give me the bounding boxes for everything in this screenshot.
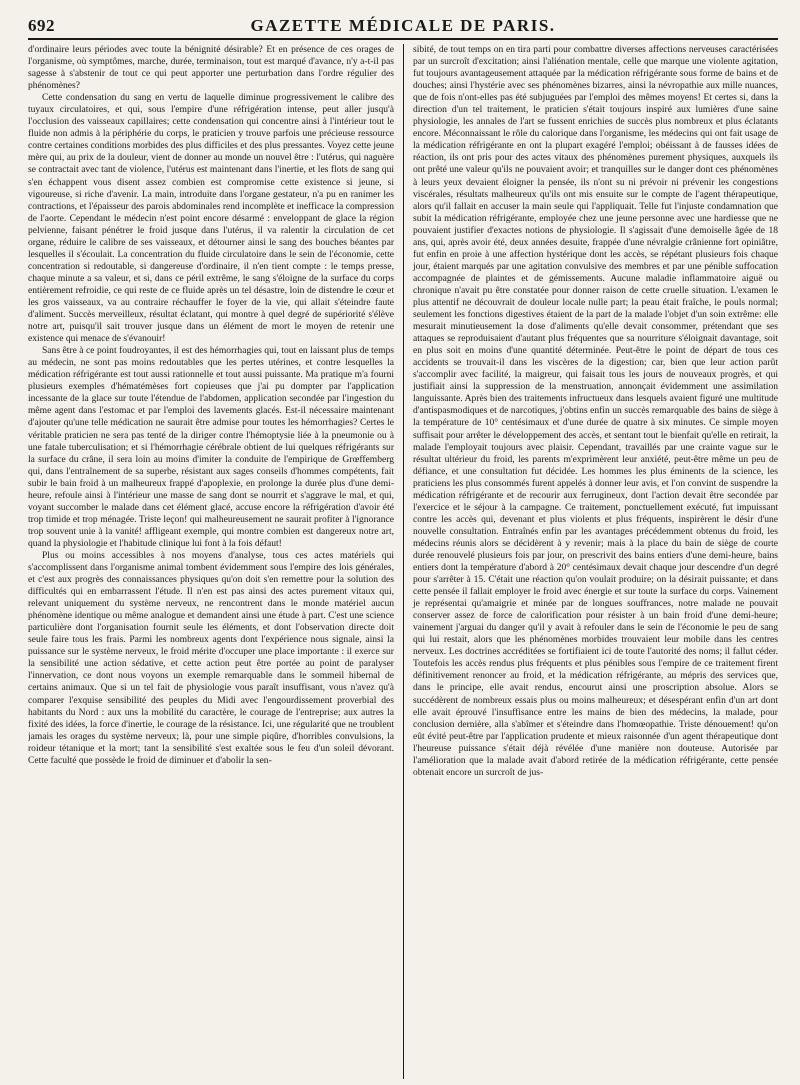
- left-column: [28, 44, 403, 1079]
- right-column: [403, 44, 778, 1079]
- paragraph: sibité, de tout temps on en tira parti pour combattre diverses affections nerveuses caractérisées par un surcroît d'excitation; ainsi l'aliénation mentale, celle que marque une violente agitation, fut toujours avantageusement attaquée par la médication réfrigérante sous forme de bains et de douches; ainsi l'hystérie avec ses phénomènes bizarres, ainsi la névropathie aux mille nuances, que de fois n'ont-elles pas été subjuguées par l'emploi des mêmes moyens! Et certes si, dans la direction d'un tel traitement, le praticien s'était toujours inspiré aux lumières d'une saine physiologie, les annales de l'art se fussent enrichies de succès plus nombreux et plus éclatants encore. Méconnaissant le rôle du calorique dans l'organisme, les médecins qui ont fait usage de la médication réfrigérante en ont la plupart exagéré l'emploi; obéissant à de fausses idées de réaction, ils ont pris pour des actes vitaux des phénomènes purement physiques, auxquels ils ont prêté une valeur qu'ils ne pouvaient avoir; et tranquilles sur le danger dont ces phénomènes à leurs yeux devaient éloigner la pensée, ils n'ont su ni prévoir ni prévenir les congestions viscérales, résultats malheureux qu'ils ont mis ensuite sur le compte de l'agent thérapeutique, alors qu'il fallait en accuser la main seule qui l'appliquait. Telle fut l'injuste condamnation que subit la médication réfrigérante, employée chez une jeune personne avec une hardiesse que ne pouvaient justifier d'exactes notions de physiologie. Il s'agissait d'une demoiselle âgée de 18 ans, qui, après avoir été, deux années desuite, frappée d'une névralgie crânienne fort opiniâtre, fut enfin en proie à une affection hystérique dont les accès, se répétant plusieurs fois chaque jour, étaient marqués par une agitation convulsive des membres et par une pénible suffocation accompagnée de plaintes et de gémissements. Aucune maladie inflammatoire aiguë ou chronique n'avait pu être constatée pour donner raison de cette cruelle situation. L'examen le plus attentif ne découvrait de douleur locale nulle part; la peau était fraîche, le pouls normal; seulement les fonctions digestives étaient de la part de la malade l'objet d'un soin extrême: elle mesurait minutieusement la dose d'aliments qu'elle devait consommer, prétendant que ses attaques se reproduisaient d'autant plus fréquentes que sa nourriture s'éloignait davantage, soit en plus soit en moins d'une quantité déterminée. Peut-être le point de départ de tous ces accidents se trouvait-il dans les viscères de la digestion; car, bien que leur action parût s'accomplir avec facilité, la maigreur, qui faisait tous les jours de nouveaux progrès, et qui justifiait ainsi la suppression de la menstruation, annonçait évidemment une assimilation languissante. Après bien des traitements infructueux dans lesquels avaient figuré une multitude d'antispasmodiques et de narcotiques, j'obtins enfin un succès remarquable des bains de siège à la température de 10° centésimaux et d'une durée de quatre à six minutes. Ce simple moyen suffisait pour arrêter le développement des accès, et sentant tout le bienfait qu'elle en retirait, la malade l'employait toujours avec plaisir. Cependant, travaillés par une crainte vague sur le résultat ultérieur du froid, les parents m'exprimèrent leur anxiété, peut-être même un peu de défiance, et une consultation fut décidée. Les hommes les plus éminents de la science, les praticiens les plus consommés furent appelés à donner leur avis, et l'on convint de suspendre la médication réfrigérante et de recourir aux ferrugineux, dont l'action devait être secondée par l'exercice et le séjour à la campagne. Ce traitement, ponctuellement exécuté, fut impuissant contre les accès qui, devenant et plus violents et plus fréquents, inspirèrent le désir d'une nouvelle consultation. Entraînés enfin par les avantages précédemment obtenus du froid, les médecins réunis alors se décidèrent à y revenir; mais à la place du bain de siège de courte durée renouvelé plusieurs fois par jour, on prescrivit des bains entiers d'une demi-heure, bains entiers dont la température d'abord à 20° centésimaux devait chaque jour descendre d'un degré pour s'arrêter à 15. C'était une réaction qu'on voulait produire; on la désirait puissante; et dans cette pensée il fallait employer le froid avec énergie et sur toute la surface du corps. Vainement je représentai qu'amaigrie et minée par de longues souffrances, notre malade ne pouvait conserver assez de force de calorification pour résister à un bain froid d'une demi-heure; vainement j'arguai du danger qu'il y avait à refouler dans le sein de l'économie le peu de sang qui lui restait, alors que les phénomènes morbides trouvaient leur mobile dans les centres nerveux. Les doctrines accréditées se fortifiaient ici de toute l'autorité des noms; il fallut céder. Toutefois les accès rendus plus fréquents et plus pénibles sous l'empire de ce traitement firent définitivement renoncer au froid, et la médication réfrigérante, au mépris des services que, dans le principe, elle avait rendus, encourut ainsi une proscription absolue. Alors se succédèrent de nombreux essais plus ou moins malheureux; et désespérant enfin d'un art dont elle avait éprouvé l'insuffisance entre les mains de bien des médecins, la malade, pour conclusion dernière, alla s'abîmer et s'éteindre dans l'homœopathie. Triste dénouement! qu'on eût évité peut-être par l'application prudente et mieux raisonnée d'un agent thérapeutique dont l'heureuse puissance s'était déjà révélée d'une manière non douteuse. Autorisée par l'amélioration que la malade avait d'abord retirée de la médication réfrigérante, cette pensée obtenait encore un surcroît de jus-: [413, 44, 778, 778]
- paragraph: d'ordinaire leurs périodes avec toute la bénignité désirable? Et en présence de ces orages de l'organisme, où symptômes, marche, durée, terminaison, tout est marqué d'avance, n'y a-t-il pas sagesse à s'abstenir de tout ce qui peut apporter une perturbation dans l'ordre régulier des phénomènes?: [28, 44, 394, 92]
- paragraph: Plus ou moins accessibles à nos moyens d'analyse, tous ces actes matériels qui s'accomplissent dans l'organisme animal tombent évidemment sous l'empire des lois générales, et c'est aux progrès des connaissances physiques qu'on doit s'en remettre pour la solution des difficultés qui en embarrassent l'étude. Il n'en est pas ainsi des actes purement vitaux qui, relevant uniquement du système nerveux, ne rencontrent dans le monde matériel aucun phénomène identique ou même analogue et demandent ainsi une étude à part. C'est une science particulière dont l'organisation fournit seule les éléments, et dont l'observation directe doit seule faire tous les frais. Parmi les nombreux agents dont l'expérience nous signale, ainsi la puissance sur le système nerveux, le froid mérite d'occuper une place importante : il exerce sur la sensibilité une action sédative, et cette action peut être portée au point de paralyser l'innervation, ce dont nous voyons un exemple remarquable dans le sommeil hibernal de certains animaux. Que si un tel fait de physiologie vous paraît insuffisant, vous n'avez qu'à comparer l'exquise sensibilité des peuples du Midi avec l'engourdissement proverbial des habitants du Nord : aux uns la mobilité du caractère, le courage de l'entreprise; aux autres la fixité des idées, la force d'inertie, le courage de la résistance. Ici, une régularité que ne troublent jamais les orages du système nerveux; là, pour une simple piqûre, d'horribles convulsions, la roideur tétanique et la mort; tant la sensibilité s'est exaltée sous le feu d'un soleil dévorant. Cette faculté que possède le froid de diminuer et d'abolir la sen-: [28, 549, 394, 766]
- journal-title: GAZETTE MÉDICALE DE PARIS.: [250, 16, 556, 35]
- paragraph: Cette condensation du sang en vertu de laquelle diminue progressivement le calibre des tuyaux circulatoires, et qui, sous l'empire d'une réfrigération intense, peut aller jusqu'à l'occlusion des vaisseaux capillaires; cette condensation qui concentre ainsi à l'intérieur tout le fluide non admis à la périphérie du corps, le praticien y trouve parfois une précieuse ressource contre certaines conditions morbides des plus difficiles et des plus pressantes. Voyez cette jeune mère qui, au prix de la douleur, vient de donner au monde un nouvel être : l'utérus, qui naguère se contractait avec tant de violence, l'utérus est maintenant dans l'inertie, et les flots de sang qui s'en échappent vous disent assez combien est compromise cette existence si jeune, si vigoureuse, si riche d'avenir. La main, introduite dans l'organe gestateur, n'a pu en ranimer les contractions, et l'épaisseur des parois abdominales rend incomplète et inefficace la compression de l'aorte. Cependant le médecin n'est point encore désarmé : enveloppant de glace la région pelvienne, faisant pénétrer le froid jusque dans l'utérus, il va ralentir la circulation de cet organe, réduire le calibre de ses vaisseaux, et détourner ainsi le sang des bouches béantes par lesquelles il s'écoulait. La concentration du fluide circulatoire dans le sein de l'économie, cette concentration si redoutable, si dangereuse d'ordinaire, il n'en tient compte : le temps presse, chaque minute a sa valeur, et si, dans ce péril extrême, le sang s'éloigne de la surface du corps entièrement refroidie, ce qui reste de ce fluide après un tel désastre, loin de distendre le cœur et les gros vaisseaux, va au contraire réchauffer le foyer de la vie, qui allait s'éteindre faute d'aliment. Succès merveilleux, résultat éclatant, qui montre à quel degré de supériorité s'élève notre art, puisqu'il sait trouver jusque dans un élément de mort le moyen de retenir une existence qui menace de s'évanouir!: [28, 92, 394, 345]
- article-columns: [28, 44, 778, 1079]
- page-number: 692: [28, 16, 55, 35]
- page-header: [28, 12, 778, 40]
- paragraph: Sans être à ce point foudroyantes, il est des hémorrhagies qui, tout en laissant plus de temps au médecin, ne sont pas moins redoutables que les pertes utérines, et contre lesquelles la médication réfrigérante est tout aussi rationnelle et tout aussi puissante. Ma pratique m'a fourni plusieurs exemples d'hématémèses fort copieuses que j'ai pu dompter par l'application incessante de la glace sur toute l'étendue de l'abdomen, application secondée par l'ingestion du même agent dans l'estomac et par l'emploi des lavements glacés. Est-il nécessaire maintenant d'ajouter qu'une telle médication ne saurait être admise pour toutes les hémorrhagies? Certes le véritable praticien ne sera pas tenté de la diriger contre l'hémoptysie liée à la pneumonie ou à une fatale tuberculisation; et si l'hémorrhagie cérébrale obtient de lui quelques réfrigérants sur la surface du crâne, il sera loin au moins d'imiter la conduite de l'empirique de Grœffemberg qui, dans l'entraînement de sa superbe, résistant aux sages conseils d'hommes compétents, fait subir le bain froid à un malheureux frappé d'apoplexie, en prolonge la durée plus d'une demi-heure, refoule ainsi à l'intérieur une masse de sang dont se nourrit et s'aggrave le mal, et qui, voyant succomber le malade dans cet élément glacé, accuse encore la réfrigération d'avoir été trop timide et trop ménagée. Triste leçon! qui malheureusement ne saurait profiter à l'ignorance trop souvent unie à la vanité! affligeant exemple, qui montre combien est dangereux notre art, quand la physiologie et l'habitude clinique lui font à la fois défaut!: [28, 345, 394, 549]
